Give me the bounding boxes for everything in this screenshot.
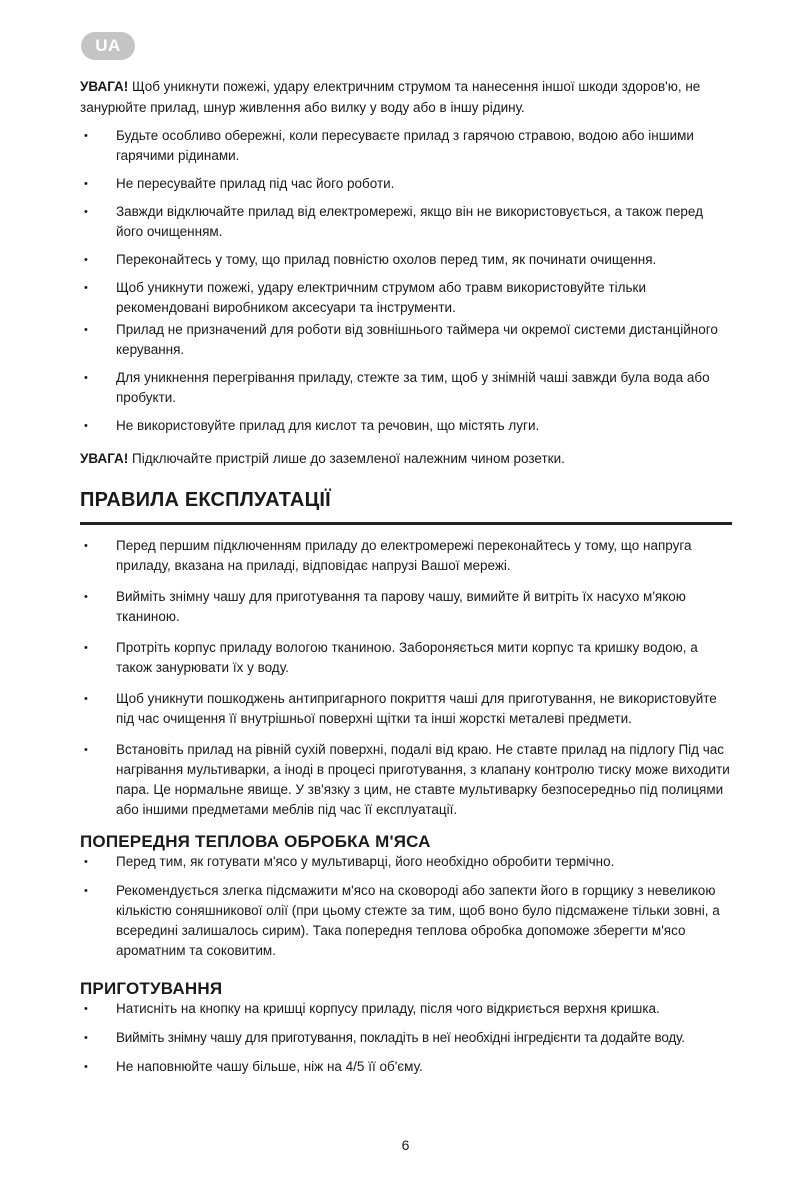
list-item: • Вийміть знімну чашу для приготування, покладіть в неї необхідні інгредієнти та додайте воду.: [80, 1028, 732, 1048]
list-item: • Прилад не призначений для роботи від зовнішнього таймера чи окремої системи дистанційного керування.: [80, 320, 732, 360]
list-item: • Щоб уникнути пошкоджень антипригарного покриття чаші для приготування, не використовуйте під час очищення її внутрішньої поверхні щітки та інші жорсткі металеві предмети.: [80, 689, 732, 729]
list-item: • Будьте особливо обережні, коли пересуваєте прилад з гарячою стравою, водою або іншими гарячими рідинами.: [80, 126, 732, 166]
list-item: • Для уникнення перегрівання приладу, стежте за тим, щоб у знімній чаші завжди була вода або пробукти.: [80, 368, 732, 408]
list-item: • Не наповнюйте чашу більше, ніж на 4/5 її об'єму.: [80, 1057, 732, 1077]
section-title-cooking: ПРИГОТУВАННЯ: [80, 979, 223, 998]
warning-label: УВАГА!: [80, 451, 129, 466]
list-item: • Вийміть знімну чашу для приготування та парову чашу, вимийте й витріть їх насухо м'якою тканиною.: [80, 587, 732, 627]
list-item: • Рекомендується злегка підсмажити м'ясо на сковороді або запекти його в горщику з невеликою кількістю соняшникової олії (при цьому стежте за тим, щоб воно було підсмажене тільки зовні, а всередині залишалось сирим). Така попередня теплова обробка допоможе зберегти м'ясо ароматним та соковитим.: [80, 881, 732, 961]
language-badge: UA: [81, 32, 135, 60]
section-title-operation: ПРАВИЛА ЕКСПЛУАТАЦІЇ: [80, 489, 732, 525]
list-item: • Переконайтесь у тому, що прилад повністю охолов перед тим, як починати очищення.: [80, 250, 732, 270]
page-number: 6: [401, 1137, 410, 1153]
list-item: • Протріть корпус приладу вологою тканиною. Забороняється мити корпус та кришку водою, а також занурювати їх у воду.: [80, 638, 732, 678]
meat-list: [80, 852, 732, 961]
warning-paragraph: [80, 448, 732, 469]
section-title-meat: ПОПЕРЕДНЯ ТЕПЛОВА ОБРОБКА М'ЯСА: [80, 832, 431, 851]
list-item: • Щоб уникнути пожежі, удару електричним струмом або травм використовуйте тільки рекомендовані виробником аксесуари та інструменти.: [80, 278, 732, 318]
warning-text: Підключайте пристрій лише до заземленої належним чином розетки.: [128, 451, 565, 466]
list-item: • Натисніть на кнопку на кришці корпусу приладу, після чого відкриється верхня кришка.: [80, 999, 732, 1019]
list-item: • Перед тим, як готувати м'ясо у мультиварці, його необхідно обробити термічно.: [80, 852, 732, 872]
list-item: • Встановіть прилад на рівній сухій поверхні, подалі від краю. Не ставте прилад на підлогу Під час нагрівання мультиварки, а іноді в процесі приготування, з клапану контролю тиску може виходити пара. Це нормальне явище. У зв'язку з цим, не ставте мультиварку безпосередньо під полицями або іншими предметами меблів під час її експлуатації.: [80, 740, 732, 820]
page-content: [80, 76, 732, 1077]
safety-list: [80, 126, 732, 436]
list-item: • Не використовуйте прилад для кислот та речовин, що містять луги.: [80, 416, 732, 436]
list-item: • Не пересувайте прилад під час його роботи.: [80, 174, 732, 194]
list-item: • Перед першим підключенням приладу до електромережі переконайтесь у тому, що напруга приладу, вказана на приладі, відповідає напрузі Вашої мережі.: [80, 536, 732, 576]
operation-list: [80, 536, 732, 820]
warning-paragraph: [80, 76, 732, 118]
warning-text: Щоб уникнути пожежі, удару електричним струмом та нанесення іншої шкоди здоров'ю, не занурюйте прилад, шнур живлення або вилку у воду або в іншу рідину.: [80, 79, 701, 115]
list-item: • Завжди відключайте прилад від електромережі, якщо він не використовується, а також перед його очищенням.: [80, 202, 732, 242]
cooking-list: [80, 999, 732, 1077]
warning-label: УВАГА!: [80, 79, 129, 94]
